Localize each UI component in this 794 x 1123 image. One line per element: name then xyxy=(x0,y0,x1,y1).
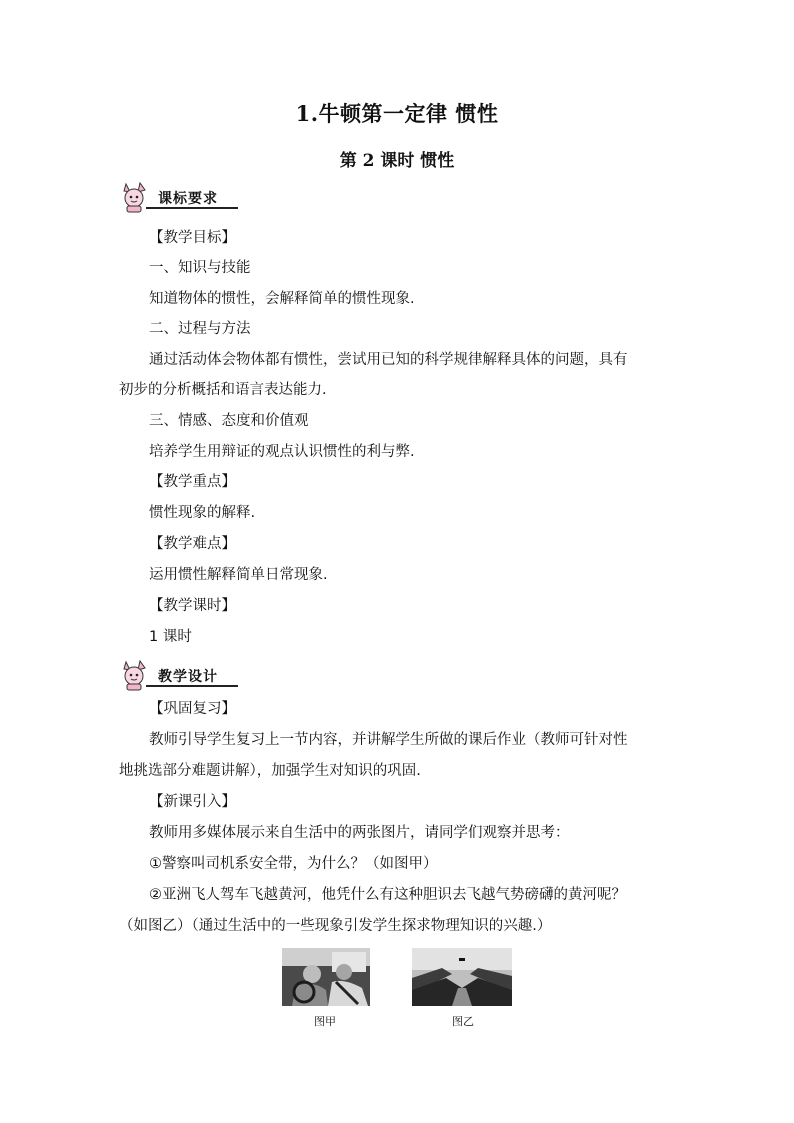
figure-a-photo xyxy=(282,948,370,1006)
text-line: ①警察叫司机系安全带，为什么？（如图甲） xyxy=(149,856,438,872)
text-line: 地挑选部分难题讲解），加强学生对知识的巩固. xyxy=(119,763,421,779)
page-title: 1.牛顿第一定律 惯性 xyxy=(295,101,499,126)
text-line: 1 课时 xyxy=(149,629,192,645)
section-label: 课标要求 xyxy=(158,191,218,207)
text-line: 知道物体的惯性，会解释简单的惯性现象. xyxy=(149,291,415,307)
section-banner-kebiao xyxy=(118,182,240,212)
section-label: 教学设计 xyxy=(158,669,218,685)
figure-b-photo xyxy=(412,948,512,1006)
text-line: 初步的分析概括和语言表达能力. xyxy=(119,382,327,398)
text-line: ②亚洲飞人驾车飞越黄河，他凭什么有这种胆识去飞越气势磅礴的黄河呢？ xyxy=(149,887,626,903)
text-line: 教师用多媒体展示来自生活中的两张图片，请同学们观察并思考： xyxy=(149,825,570,841)
text-line: 【教学难点】 xyxy=(149,536,236,552)
text-line: 教师引导学生复习上一节内容，并讲解学生所做的课后作业（教师可针对性 xyxy=(149,732,628,748)
text-line: 【教学重点】 xyxy=(149,474,236,490)
page-subtitle: 第 2 课时 惯性 xyxy=(339,151,455,171)
text-line: 三、情感、态度和价值观 xyxy=(149,413,309,429)
text-line: 培养学生用辩证的观点认识惯性的利与弊. xyxy=(149,444,415,460)
text-line: 惯性现象的解释. xyxy=(149,505,256,521)
text-line: 二、过程与方法 xyxy=(149,321,251,337)
section-underline xyxy=(146,685,238,687)
text-line: 运用惯性解释简单日常现象. xyxy=(149,567,328,583)
text-line: 【教学目标】 xyxy=(149,230,236,246)
text-line: 【教学课时】 xyxy=(149,598,236,614)
figure-b-caption: 图乙 xyxy=(452,1015,474,1028)
section-underline xyxy=(146,207,238,209)
figure-a-caption: 图甲 xyxy=(314,1015,336,1028)
text-line: 通过活动体会物体都有惯性，尝试用已知的科学规律解释具体的问题，具有 xyxy=(149,352,628,368)
text-line: （如图乙）（通过生活中的一些现象引发学生探求物理知识的兴趣.） xyxy=(119,918,552,934)
text-line: 【新课引入】 xyxy=(149,794,236,810)
section-banner-sheji xyxy=(118,660,240,690)
text-line: 一、知识与技能 xyxy=(149,260,251,276)
text-line: 【巩固复习】 xyxy=(149,701,236,717)
